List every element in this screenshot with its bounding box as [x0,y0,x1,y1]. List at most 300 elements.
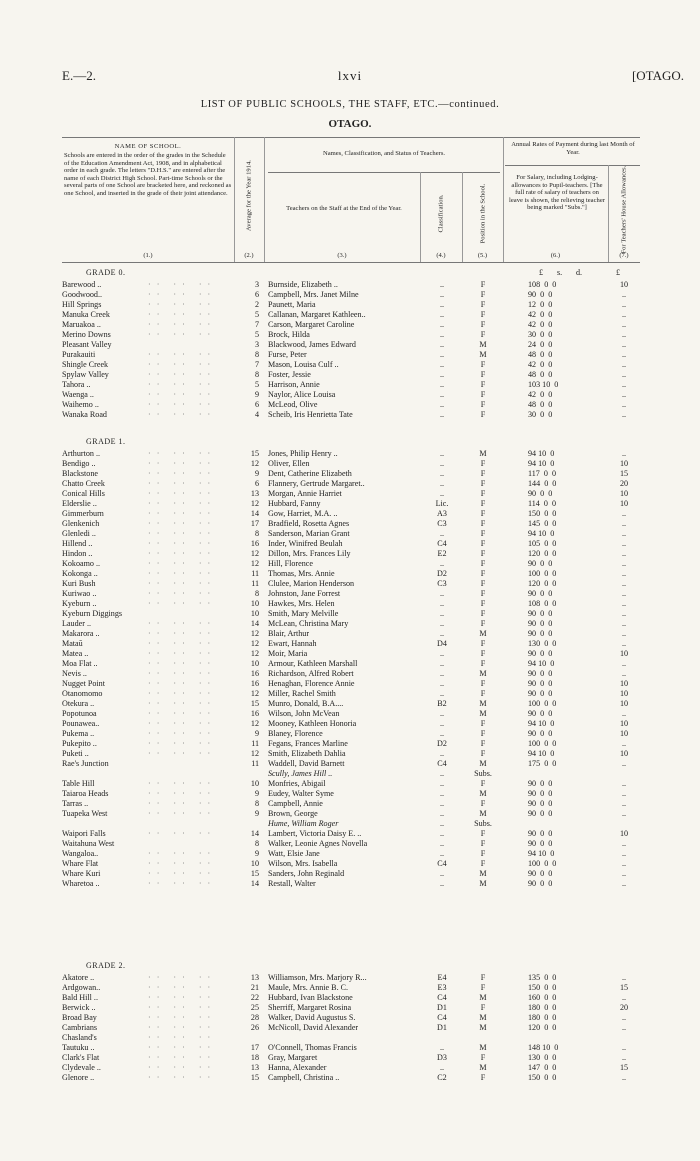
table-row [0,799,700,809]
school-name: Elderslie .. [62,499,97,508]
table-row [0,459,700,469]
house-allowance: 10 [619,649,629,658]
school-name: Akatore .. [62,973,95,982]
average-attendance: 8 [254,370,259,379]
position: M [479,1023,487,1032]
average-attendance: 14 [250,509,259,518]
leader-dots: ·· ·· ·· [148,370,217,379]
position: M [479,789,487,798]
school-name: Whare Flat [62,859,99,868]
classification: .. [439,589,445,598]
classification: .. [439,330,445,339]
leader-dots: ·· ·· ·· [148,789,217,798]
leader-dots: ·· ·· ·· [148,629,217,638]
average-attendance: 10 [250,609,259,618]
salary: 94 10 0 [528,459,555,468]
classification: .. [439,300,445,309]
salary: 117 0 0 [528,469,557,478]
school-name: Wharetoa .. [62,879,100,888]
table-row [0,849,700,859]
leader-dots: ·· ·· ·· [148,739,217,748]
average-attendance: 17 [250,1043,259,1052]
page-number: lxvi [337,68,363,83]
school-name: Tuapeka West [62,809,108,818]
school-name: Hindon .. [62,549,93,558]
table-row [0,689,700,699]
teacher-name: Campbell, Christina .. [268,1073,340,1082]
school-name: Table Hill [62,779,95,788]
table-row [0,659,700,669]
salary: 24 0 0 [528,340,553,349]
table-row [0,709,700,719]
table-row [0,749,700,759]
house-allowance: 10 [619,719,629,728]
average-attendance: 11 [251,569,259,578]
average-attendance: 11 [251,739,259,748]
leader-dots: ·· ·· ·· [148,983,217,992]
position: F [480,519,486,528]
position: F [480,410,486,419]
position: M [479,629,487,638]
salary: 90 0 0 [528,589,553,598]
table-row [0,489,700,499]
table-row [0,729,700,739]
house-allowance: .. [621,839,627,848]
classification: .. [439,1043,445,1052]
teacher-name: Naylor, Alice Louisa [268,390,336,399]
col-divider-1 [234,137,235,262]
classification-column-header: Classification. [437,194,445,233]
salary: 90 0 0 [528,669,553,678]
salary: 94 10 0 [528,849,555,858]
teacher-name: Waddell, David Barnett [268,759,345,768]
position: F [480,390,486,399]
average-attendance: 14 [250,619,259,628]
house-allowance: .. [621,849,627,858]
teacher-name: Restall, Walter [268,879,316,888]
leader-dots: ·· ·· ·· [148,589,217,598]
teacher-name: Wilson, Mrs. Isabella [268,859,338,868]
house-allowance: .. [621,629,627,638]
average-attendance: 5 [254,310,259,319]
table-row [0,589,700,599]
classification: .. [439,280,445,289]
school-name: Wanaka Road [62,410,107,419]
position: F [480,280,486,289]
school-name: Waitahuna West [62,839,115,848]
school-name: Spylaw Valley [62,370,109,379]
classification: .. [439,340,445,349]
grade-heading: GRADE 0. [86,268,126,277]
house-allowance: .. [621,799,627,808]
table-row [0,869,700,879]
table-row [0,859,700,869]
average-attendance: 9 [254,849,259,858]
house-allowance: 10 [619,829,629,838]
leader-dots: ·· ·· ·· [148,669,217,678]
teacher-name: Thomas, Mrs. Annie [268,569,335,578]
average-attendance: 12 [250,459,259,468]
position: F [480,659,486,668]
position: F [480,579,486,588]
school-name: Blackstone [62,469,98,478]
table-row [0,529,700,539]
position: M [479,669,487,678]
salary: 150 0 0 [528,983,557,992]
position: Subs. [474,819,492,828]
salary: 90 0 0 [528,789,553,798]
teacher-name: Brown, George [268,809,318,818]
teacher-name: Campbell, Annie [268,799,323,808]
house-allowance: .. [621,669,627,678]
school-name: Gimmerburn [62,509,104,518]
classification: .. [439,849,445,858]
classification: .. [439,350,445,359]
salary: 130 0 0 [528,639,557,648]
average-attendance: 16 [250,679,259,688]
salary: 100 0 0 [528,699,557,708]
leader-dots: ·· ·· ·· [148,849,217,858]
school-name: Hillend .. [62,539,93,548]
position: M [479,709,487,718]
leader-dots: ·· ·· ·· [148,350,217,359]
position: F [480,330,486,339]
house-allowance: .. [621,559,627,568]
house-allowance: .. [621,300,627,309]
table-row [0,759,700,769]
house-allowance: .. [621,779,627,788]
house-allowance: 10 [619,749,629,758]
classification: C4 [437,1013,447,1022]
average-attendance: 3 [254,340,259,349]
house-allowance: .. [621,410,627,419]
salary: 114 0 0 [528,499,557,508]
salary: 90 0 0 [528,709,553,718]
school-name: Clark's Flat [62,1053,100,1062]
position: F [480,839,486,848]
average-attendance: 12 [250,749,259,758]
salary: 48 0 0 [528,350,553,359]
salary: 147 0 0 [528,1063,557,1072]
house-allowance: .. [621,879,627,888]
position: F [480,749,486,758]
teacher-name: Walker, David Augustus S. [268,1013,356,1022]
school-name: Arthurton .. [62,449,100,458]
salary: 120 0 0 [528,549,557,558]
classification: .. [439,729,445,738]
table-row [0,390,700,400]
teacher-name: Scheib, Iris Henrietta Tate [268,410,353,419]
house-allowance: .. [621,973,627,982]
leader-dots: ·· ·· ·· [148,529,217,538]
school-name: Otekura .. [62,699,95,708]
table-row [0,993,700,1003]
salary: 150 0 0 [528,509,557,518]
average-attendance: 25 [250,1003,259,1012]
school-name: Tautuku .. [62,1043,95,1052]
position: F [480,599,486,608]
salary: 90 0 0 [528,629,553,638]
position: M [479,350,487,359]
table-row [0,599,700,609]
house-allowance: .. [621,599,627,608]
salary: 180 0 0 [528,1013,557,1022]
leader-dots: ·· ·· ·· [148,1023,217,1032]
currency-label: s. [557,268,563,277]
leader-dots: ·· ·· ·· [148,679,217,688]
table-row [0,699,700,709]
teacher-name: Blaney, Florence [268,729,323,738]
table-row [0,350,700,360]
classification: .. [439,410,445,419]
teacher-name: Eudey, Walter Syme [268,789,334,798]
table-row [0,549,700,559]
leader-dots: ·· ·· ·· [148,729,217,738]
teacher-name: Smith, Mary Melville [268,609,339,618]
school-name: Otanomomo [62,689,103,698]
classification: E4 [437,973,447,982]
average-attendance: 9 [254,729,259,738]
classification: .. [439,360,445,369]
table-row [0,609,700,619]
position: F [480,609,486,618]
average-attendance: 16 [250,709,259,718]
school-name: Glenore .. [62,1073,95,1082]
average-attendance: 15 [250,699,259,708]
leader-dots: ·· ·· ·· [148,973,217,982]
school-name: Kokoamo .. [62,559,100,568]
salary: 160 0 0 [528,993,557,1002]
school-name: Glenkenich [62,519,100,528]
table-row [0,300,700,310]
col-divider-3 [420,172,421,262]
table-row [0,719,700,729]
salary: 90 0 0 [528,869,553,878]
table-row [0,280,700,290]
average-attendance: 28 [250,1013,259,1022]
teacher-name: Blackwood, James Edward [268,340,356,349]
table-row [0,519,700,529]
house-allowance: .. [621,619,627,628]
salary: 130 0 0 [528,1053,557,1062]
rates-column-header: Annual Rates of Payment during last Month of Year. [511,141,635,156]
classification: C4 [437,993,447,1002]
salary: 90 0 0 [528,559,553,568]
school-name: Waipori Falls [62,829,106,838]
school-name: Puketi .. [62,749,89,758]
leader-dots: ·· ·· ·· [148,410,217,419]
col-divider-5 [503,137,504,262]
average-attendance: 10 [250,779,259,788]
table-row [0,340,700,350]
house-allowance: .. [621,290,627,299]
position: F [480,859,486,868]
position: F [480,679,486,688]
teacher-name: Wilson, John McVean [268,709,340,718]
table-row [0,360,700,370]
leader-dots: ·· ·· ·· [148,569,217,578]
classification: E2 [437,549,447,558]
house-allowance: .. [621,993,627,1002]
salary: 103 10 0 [528,380,559,389]
teacher-name: Dent, Catherine Elizabeth [268,469,352,478]
house-allowance: .. [621,310,627,319]
classification: .. [439,659,445,668]
salary: 42 0 0 [528,390,553,399]
classification: .. [439,619,445,628]
house-allowance: .. [621,639,627,648]
house-allowance: .. [621,380,627,389]
school-name: Popotunoa [62,709,97,718]
table-row [0,1053,700,1063]
table-row [0,983,700,993]
average-attendance: 10 [250,659,259,668]
teacher-name: Burnside, Elizabeth .. [268,280,338,289]
house-allowance: .. [621,549,627,558]
table-row [0,973,700,983]
school-name: Moa Flat .. [62,659,98,668]
position: F [480,509,486,518]
position: F [480,479,486,488]
average-attendance: 12 [250,549,259,558]
position: F [480,649,486,658]
table-row [0,539,700,549]
leader-dots: ·· ·· ·· [148,360,217,369]
average-attendance: 4 [254,410,259,419]
leader-dots: ·· ·· ·· [148,619,217,628]
table-row [0,400,700,410]
average-attendance: 12 [250,639,259,648]
salary: 90 0 0 [528,879,553,888]
salary: 90 0 0 [528,290,553,299]
house-allowance: 10 [619,729,629,738]
average-attendance: 8 [254,589,259,598]
column-number-5: (5.) [477,252,488,259]
salary: 48 0 0 [528,370,553,379]
school-name: Cambrians [62,1023,98,1032]
position: F [480,380,486,389]
salary: 108 0 0 [528,599,557,608]
school-name: Manuka Creek [62,310,110,319]
teacher-name: Williamson, Mrs. Marjory R... [268,973,367,982]
teacher-name: Blair, Arthur [268,629,310,638]
region-label: [OTAGO. [631,68,684,83]
staff-column-header: Teachers on the Staff at the End of the Year. [286,205,402,212]
page-code: E.—2. [62,68,96,83]
document-title: LIST OF PUBLIC SCHOOLS, THE STAFF, ETC.—continued. [200,99,500,110]
classification: .. [439,489,445,498]
position: M [479,869,487,878]
classification: .. [439,380,445,389]
leader-dots: ·· ·· ·· [148,639,217,648]
position: M [479,993,487,1002]
leader-dots: ·· ·· ·· [148,489,217,498]
leader-dots: ·· ·· ·· [148,1053,217,1062]
leader-dots: ·· ·· ·· [148,559,217,568]
average-attendance: 12 [250,499,259,508]
school-name: Ardgowan.. [62,983,101,992]
leader-dots: ·· ·· ·· [148,1013,217,1022]
leader-dots: ·· ·· ·· [148,799,217,808]
teacher-name: Walker, Leonie Agnes Novella [268,839,368,848]
leader-dots: ·· ·· ·· [148,300,217,309]
table-row [0,639,700,649]
salary: 94 10 0 [528,529,555,538]
table-row [0,819,700,829]
average-attendance: 7 [254,360,259,369]
house-allowance: .. [621,609,627,618]
position: F [480,370,486,379]
average-attendance: 5 [254,380,259,389]
leader-dots: ·· ·· ·· [148,459,217,468]
average-column-header: Average for the Year 1914. [245,160,253,231]
school-name: Hill Springs [62,300,102,309]
school-name: Lauder .. [62,619,91,628]
house-allowance: .. [621,1053,627,1062]
average-attendance: 6 [254,290,259,299]
classification: Lic. [435,499,449,508]
house-allowance: 10 [619,499,629,508]
house-allowance: 15 [619,983,629,992]
table-row [0,509,700,519]
table-row [0,1033,700,1043]
school-name: Rae's Junction [62,759,109,768]
school-name: Tahora .. [62,380,91,389]
school-name: Nugget Point [62,679,105,688]
salary: 120 0 0 [528,579,557,588]
classification: .. [439,819,445,828]
leader-dots: ·· ·· ·· [148,499,217,508]
salary: 148 10 0 [528,1043,559,1052]
average-attendance: 6 [254,400,259,409]
column-number-3: (3.) [337,252,347,259]
classification: .. [439,649,445,658]
names-column-header: Names, Classification, and Status of Teachers. [322,150,446,157]
teacher-name: Gow, Harriet, M.A. .. [268,509,338,518]
table-row [0,669,700,679]
school-name: Glenledi .. [62,529,96,538]
position: F [480,1073,486,1082]
leader-dots: ·· ·· ·· [148,479,217,488]
house-allowance: .. [621,569,627,578]
school-name: Pleasant Valley [62,340,112,349]
leader-dots: ·· ·· ·· [148,699,217,708]
leader-dots: ·· ·· ·· [148,869,217,878]
school-name: Nevis .. [62,669,87,678]
classification: .. [439,719,445,728]
teacher-name: Gray, Margaret [268,1053,318,1062]
classification: C3 [437,519,447,528]
leader-dots: ·· ·· ·· [148,1073,217,1082]
classification: .. [439,1063,445,1072]
currency-label: d. [576,268,583,277]
classification: C3 [437,579,447,588]
leader-dots: ·· ·· ·· [148,310,217,319]
classification: .. [439,310,445,319]
table-row [0,330,700,340]
position: F [480,549,486,558]
average-attendance: 12 [250,559,259,568]
teacher-name: Sherriff, Margaret Rosina [268,1003,352,1012]
leader-dots: ·· ·· ·· [148,1043,217,1052]
classification: A3 [437,509,447,518]
leader-dots: ·· ·· ·· [148,1033,217,1042]
classification: D2 [437,739,447,748]
house-allowance: .. [621,449,627,458]
salary: 94 10 0 [528,659,555,668]
position: F [480,739,486,748]
classification: .. [439,370,445,379]
